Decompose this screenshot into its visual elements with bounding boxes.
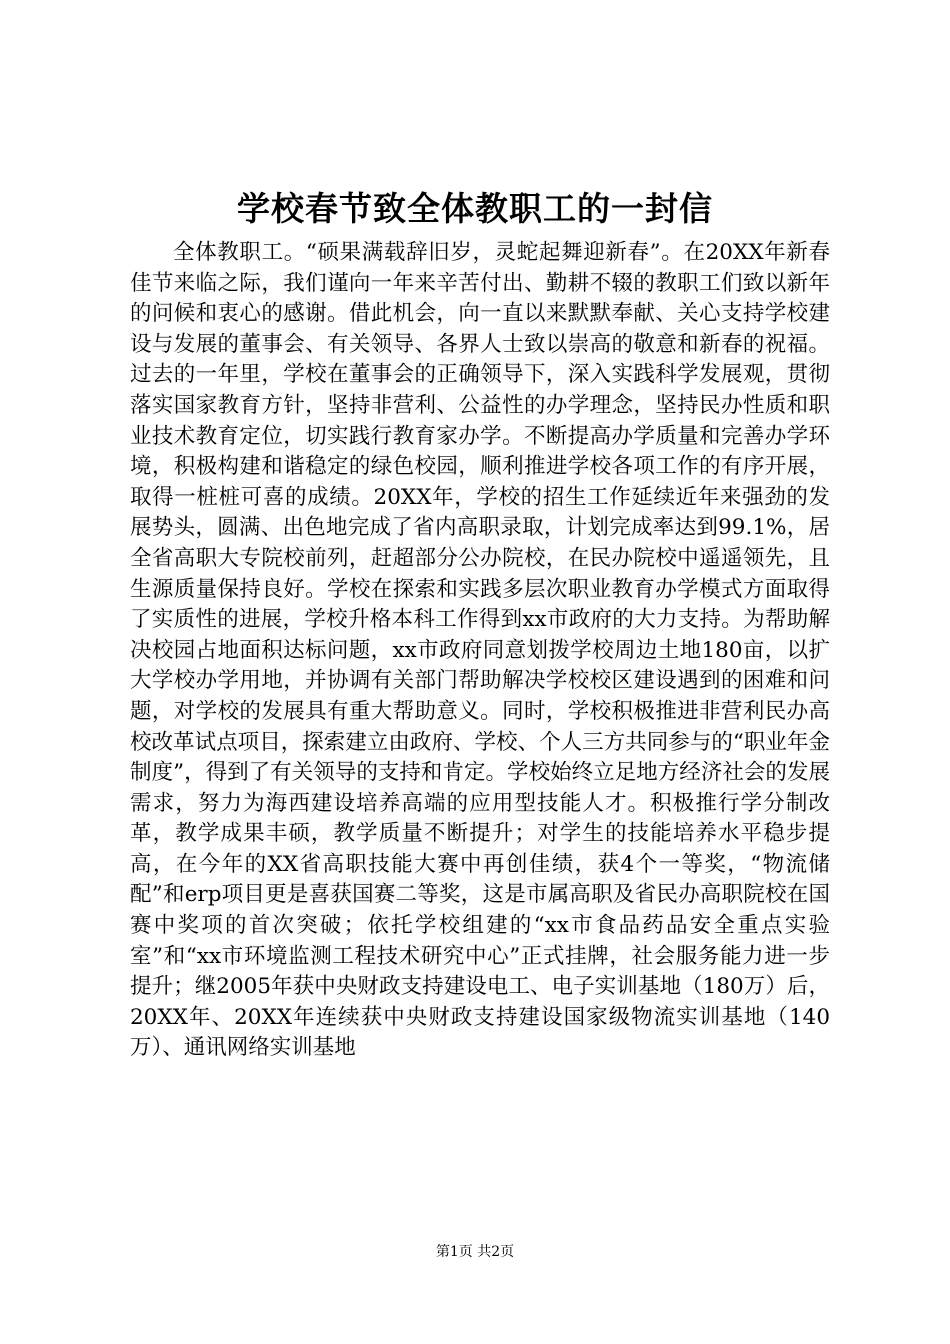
letter-body-paragraph: 全体教职工。“硕果满载辞旧岁，灵蛇起舞迎新春”。在20XX年新春佳节来临之际，我们谨向一年来辛苦付出、勤耕不辍的教职工们致以新年的问候和衷心的感谢。借此机会，向一直以来默默奉献、关心支持学校建设与发展的董事会、有关领导、各界人士致以崇高的敬意和新春的祝福。过去的一年里，学校在董事会的正确领导下，深入实践科学发展观，贯彻落实国家教育方针，坚持非营利、公益性的办学理念，坚持民办性质和职业技术教育定位，切实践行教育家办学。不断提高办学质量和完善办学环境，积极构建和谐稳定的绿色校园，顺利推进学校各项工作的有序开展，取得一桩桩可喜的成绩。20XX年，学校的招生工作延续近年来强劲的发展势头，圆满、出色地完成了省内高职录取，计划完成率达到99.1%，居全省高职大专院校前列，赶超部分公办院校，在民办院校中遥遥领先，且生源质量保持良好。学校在探索和实践多层次职业教育办学模式方面取得了实质性的进展，学校升格本科工作得到xx市政府的大力支持。为帮助解决校园占地面积达标问题，xx市政府同意划拨学校周边土地180亩，以扩大学校办学用地，并协调有关部门帮助解决学校校区建设遇到的困难和问题，对学校的发展具有重大帮助意义。同时，学校积极推进非营利民办高校改革试点项目，探索建立由政府、学校、个人三方共同参与的“职业年金制度”，得到了有关领导的支持和肯定。学校始终立足地方经济社会的发展需求，努力为海西建设培养高端的应用型技能人才。积极推行学分制改革，教学成果丰硕，教学质量不断提升；对学生的技能培养水平稳步提高，在今年的XX省高职技能大赛中再创佳绩，获4个一等奖，“物流储配”和erp项目更是喜获国赛二等奖，这是市属高职及省民办高职院校在国赛中奖项的首次突破；依托学校组建的“xx市食品药品安全重点实验室”和“xx市环境监测工程技术研究中心”正式挂牌，社会服务能力进一步提升；继2005年获中央财政支持建设电工、电子实训基地（180万）后，20XX年、20XX年连续获中央财政支持建设国家级物流实训基地（140万）、通讯网络实训基地 <box>130 240 830 1061</box>
page-number-footer: 第1页 共2页 <box>435 1244 515 1260</box>
document-title: 学校春节致全体教职工的一封信 <box>237 189 713 228</box>
